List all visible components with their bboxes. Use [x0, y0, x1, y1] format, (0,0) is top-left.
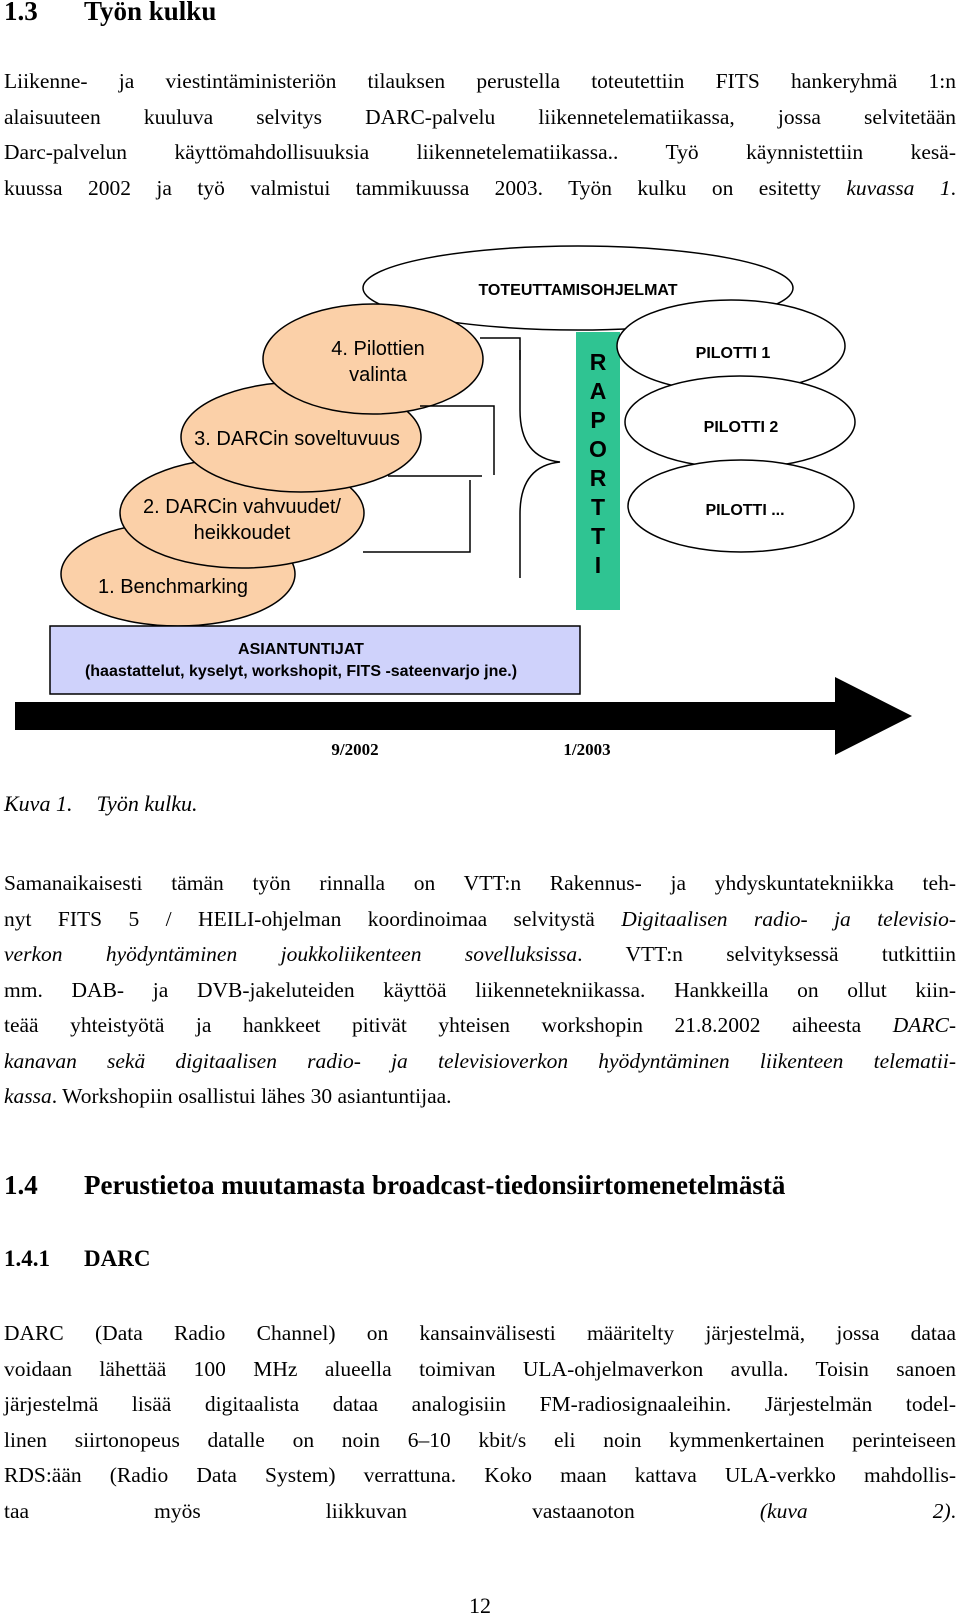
connector-line-2 — [420, 406, 494, 475]
p2-line-5a: teää yhteistyötä ja hankkeet pitivät yhteisen workshopin 21.8.2002 aiheesta — [4, 1013, 893, 1037]
stage-4-label-line-1: 4. Pilottien — [331, 338, 425, 360]
p2-line-7-wrap — [4, 1079, 956, 1115]
figure-reference: kuvassa 1 — [846, 175, 951, 200]
p2-line-2a: nyt FITS 5 / HEILI-ohjelman koordinoimaa selvitystä — [4, 906, 622, 931]
p3-line-1: DARC (Data Radio Channel) on kansainvälisesti määritelty järjestelmä, jossa dataa — [4, 1321, 956, 1345]
intro-end: . — [950, 175, 956, 200]
p3-line-6-wrap — [4, 1494, 956, 1530]
figure-2-reference: (kuva 2) — [759, 1498, 951, 1523]
paragraph-line — [4, 902, 956, 938]
pilot-3-label: PILOTTI ... — [705, 502, 785, 519]
stage-1-label: 1. Benchmarking — [97, 576, 249, 598]
report-letter: R — [589, 349, 607, 375]
p2-line-1: Samanaikaisesti tämän työn rinnalla on VTT:n Rakennus- ja yhdyskuntatekniikka teh- — [4, 871, 956, 895]
page-number: 12 — [469, 1593, 491, 1618]
experts-box — [50, 626, 580, 694]
section-3-number: 1.4.1 — [4, 1246, 50, 1271]
caption-text: Työn kulku. — [96, 791, 198, 816]
intro-line-1: Liikenne- ja viestintäministeriön tilauksen perustella toteutettiin FITS hankeryhmä 1:n — [4, 69, 956, 93]
p3-line-2: voidaan lähettää 100 MHz alueella toimivan ULA-ohjelmaverkon avulla. Toisin sanoen — [4, 1356, 956, 1381]
report-letter: I — [594, 552, 602, 578]
report-letter: R — [589, 465, 607, 491]
intro-line-2: alaisuuteen kuuluva selvitys DARC-palvelu liikennetelematiikassa, jossa selvitetään — [4, 104, 956, 129]
paragraph-line — [4, 1008, 956, 1044]
experts-label-line-1: ASIANTUNTIJAT — [238, 641, 364, 658]
intro-line-4: kuussa 2002 ja työ valmistui tammikuussa 2003. Työn kulku on esitetty — [4, 175, 847, 200]
p2-line-7a: kassa — [4, 1084, 52, 1108]
pilot-1-label: PILOTTI 1 — [695, 345, 771, 362]
p2-line-3b: . VTT:n selvityksessä tutkittiin — [577, 942, 956, 966]
paragraph-3 — [4, 1316, 956, 1529]
report-letter: O — [589, 436, 607, 462]
intro-paragraph — [4, 64, 956, 206]
section-title: Työn kulku — [84, 0, 217, 26]
intro-line-3: Darc-palvelun käyttömahdollisuuksia liikennetelematiikassa.. Työ käynnistettiin kesä- — [4, 140, 956, 164]
section-2-title: Perustietoa muutamasta broadcast-tiedonsiirtomenetelmästä — [84, 1170, 786, 1200]
section-3-heading — [4, 1246, 150, 1272]
section-number: 1.3 — [4, 0, 38, 26]
section-3-title: DARC — [84, 1246, 151, 1271]
connector-line-4 — [363, 480, 470, 552]
connector-line-1 — [480, 338, 520, 360]
brace — [520, 350, 560, 578]
experts-label-line-2: (haastattelut, kyselyt, workshopit, FITS -sateenvarjo jne.) — [84, 663, 518, 680]
p2-line-3a: verkon hyödyntäminen joukkoliikenteen sovelluksissa — [4, 942, 578, 966]
p2-line-7b: . Workshopiin osallistui lähes 30 asiantuntijaa. — [51, 1084, 452, 1108]
p3-end: . — [950, 1498, 957, 1523]
figure-caption — [4, 791, 197, 817]
report-letter: A — [589, 378, 607, 404]
report-letter: P — [590, 407, 606, 433]
timeline-date-2: 1/2003 — [563, 740, 611, 759]
pilot-2-label: PILOTTI 2 — [703, 419, 779, 436]
paragraph-line — [4, 937, 956, 973]
intro-line-4-wrap — [4, 171, 956, 207]
p3-line-3: järjestelmä lisää digitaalista dataa analogisiin FM-radiosignaaleihin. Järjestelmän todel- — [4, 1392, 956, 1416]
timeline-date-1: 9/2002 — [331, 740, 379, 759]
report-letter: T — [590, 523, 606, 549]
p3-line-6: taa myös liikkuvan vastaanoton — [4, 1498, 760, 1523]
work-flow-diagram — [0, 240, 960, 770]
report-letter: T — [590, 494, 606, 520]
p3-line-5: RDS:ään (Radio Data System) verrattuna. Koko maan kattava ULA-verkko mahdollis- — [4, 1463, 956, 1487]
p3-line-4: linen siirtonopeus datalle on noin 6–10 kbit/s eli noin kymmenkertainen perinteiseen — [4, 1427, 956, 1452]
p2-line-2b: Digitaalisen radio- ja televisio- — [621, 906, 956, 931]
p2-line-6: kanavan sekä digitaalisen radio- ja televisioverkon hyödyntäminen liikenteen telematii- — [4, 1048, 956, 1073]
section-2-heading — [4, 1170, 785, 1201]
section-heading — [4, 0, 216, 27]
stage-4-label-line-2: valinta — [349, 364, 407, 386]
stage-3-label: 3. DARCin soveltuvuus — [194, 428, 400, 450]
caption-label: Kuva 1. — [4, 791, 73, 816]
stage-2-label-line-2: heikkoudet — [193, 522, 291, 544]
section-2-number: 1.4 — [4, 1170, 38, 1200]
implementation-programs-label: TOTEUTTAMISOHJELMAT — [478, 282, 678, 299]
paragraph-2 — [4, 866, 956, 1115]
stage-2-label-line-1: 2. DARCin vahvuudet/ — [143, 496, 341, 518]
p2-line-4: mm. DAB- ja DVB-jakeluteiden käyttöä liikennetekniikassa. Hankkeilla on ollut kiin- — [4, 977, 956, 1002]
p2-line-5b: DARC- — [892, 1013, 956, 1037]
